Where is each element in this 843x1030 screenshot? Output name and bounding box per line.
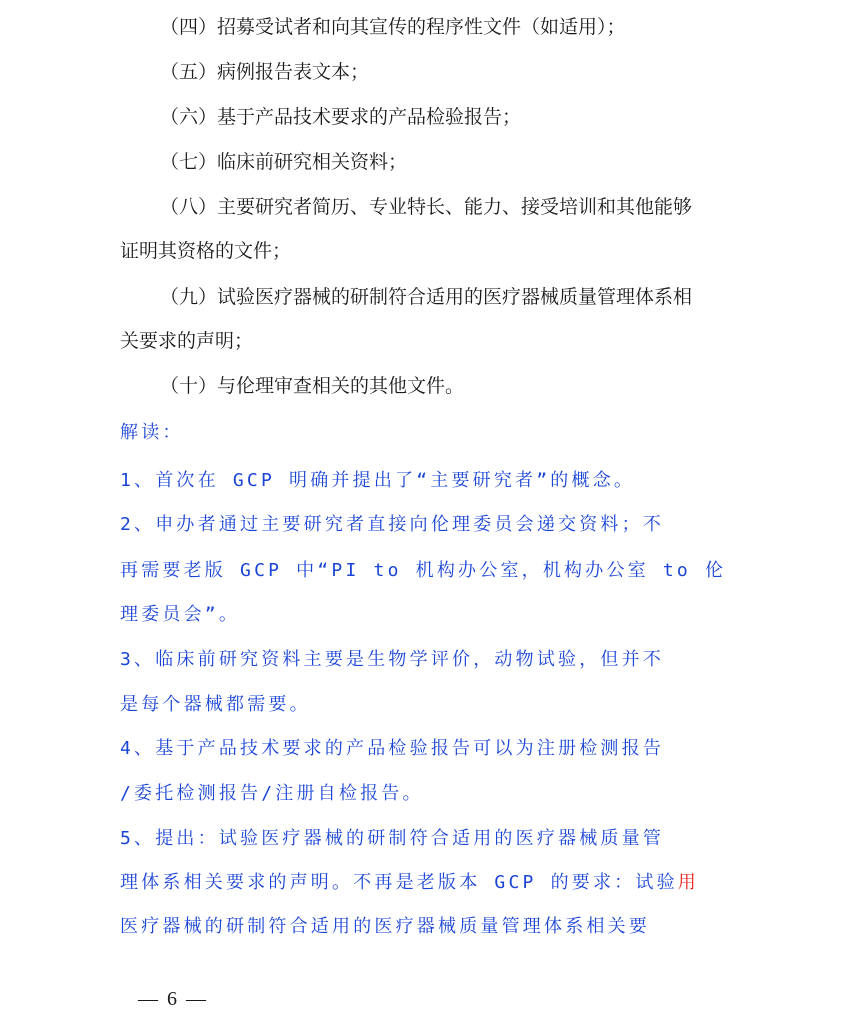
item-9-line-1: （九）试验医疗器械的研制符合适用的医疗器械质量管理体系相 — [160, 286, 693, 308]
item-6: （六）基于产品技术要求的产品检验报告； — [160, 106, 522, 128]
item-9-line-2: 关要求的声明； — [120, 330, 254, 352]
item-5: （五）病例报告表文本； — [160, 61, 370, 83]
item-8-line-1: （八）主要研究者简历、专业特长、能力、接受培训和其他能够 — [160, 196, 693, 218]
note-5-line-3: 医疗器械的研制符合适用的医疗器械质量管理体系相关要 — [120, 916, 650, 937]
item-7: （七）临床前研究相关资料； — [160, 151, 408, 173]
note-5-line-1: 5、提出：试验医疗器械的研制符合适用的医疗器械质量管 — [120, 828, 665, 849]
note-3-line-2: 是每个器械都需要。 — [120, 694, 311, 715]
note-3-line-1: 3、临床前研究资料主要是生物学评价，动物试验，但并不 — [120, 649, 665, 670]
note-2-line-2: 再需要老版 GCP 中“PI to 机构办公室，机构办公室 to 伦 — [120, 560, 727, 581]
note-5-line-2 — [120, 870, 720, 896]
highlight-char: 用 — [677, 872, 699, 893]
item-4: （四）招募受试者和向其宣传的程序性文件（如适用）； — [160, 16, 626, 38]
page-number: — 6 — — [138, 988, 208, 1010]
note-2-line-1: 2、申办者通过主要研究者直接向伦理委员会递交资料；不 — [120, 514, 665, 535]
note-2-line-3: 理委员会”。 — [120, 604, 241, 625]
note-4-line-2: /委托检测报告/注册自检报告。 — [120, 783, 424, 804]
item-10: （十）与伦理审查相关的其他文件。 — [160, 375, 465, 397]
item-8-line-2: 证明其资格的文件； — [120, 240, 292, 262]
note-5-line-2-main: 理体系相关要求的声明。不再是老版本 GCP 的要求：试验 — [120, 872, 678, 893]
note-1: 1、首次在 GCP 明确并提出了“主要研究者”的概念。 — [120, 470, 636, 491]
interpretation-heading: 解读： — [120, 422, 184, 443]
note-4-line-1: 4、基于产品技术要求的产品检验报告可以为注册检测报告 — [120, 738, 665, 759]
